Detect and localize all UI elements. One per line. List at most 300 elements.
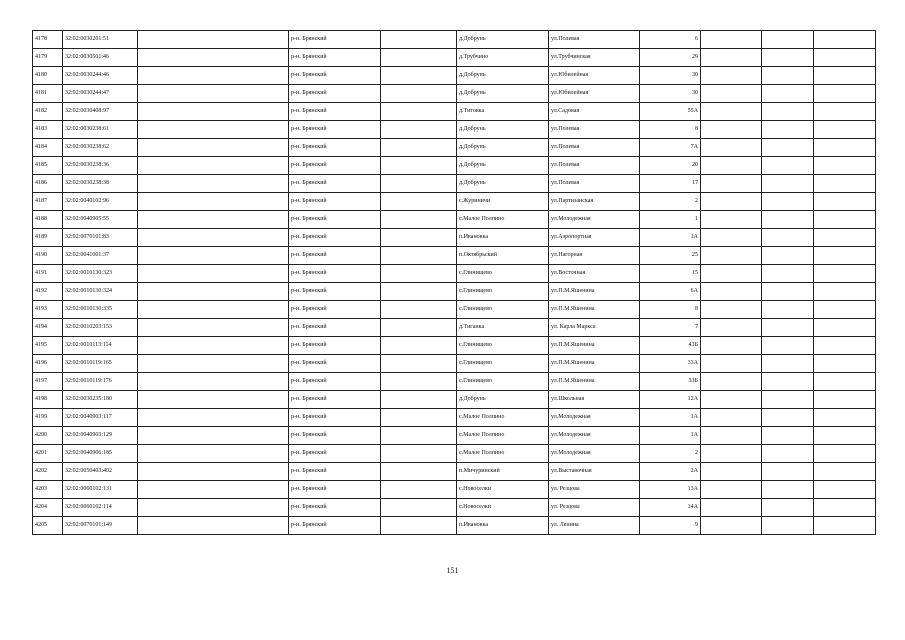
street-cell: ул.Молодежная (549, 409, 640, 427)
empty-cell (762, 121, 814, 139)
empty-cell (762, 409, 814, 427)
table-row (33, 193, 876, 211)
settlement-cell: д.Титовка (457, 103, 549, 121)
empty-cell (138, 463, 289, 481)
table-row (33, 373, 876, 391)
empty-cell (381, 427, 457, 445)
district-cell: р-н. Брянский (289, 517, 381, 535)
row-number-cell: 4182 (33, 103, 63, 121)
row-number-cell: 4200 (33, 427, 63, 445)
empty-cell (762, 265, 814, 283)
house-number-cell: 33А (640, 355, 701, 373)
table-row (33, 211, 876, 229)
cadastral-number-cell: 32:02:0040903:117 (63, 409, 138, 427)
row-number-cell: 4198 (33, 391, 63, 409)
table-body (33, 31, 876, 535)
settlement-cell: с.Малое Полпино (457, 211, 549, 229)
empty-cell (381, 499, 457, 517)
row-number-cell: 4185 (33, 157, 63, 175)
house-number-cell: 1А (640, 409, 701, 427)
table-row (33, 67, 876, 85)
empty-cell (138, 103, 289, 121)
empty-cell (138, 229, 289, 247)
street-cell: ул.Молодежная (549, 445, 640, 463)
cadastral-number-cell: 32:02:0040102:96 (63, 193, 138, 211)
empty-cell (138, 301, 289, 319)
house-number-cell: 20 (640, 157, 701, 175)
house-number-cell: 13А (640, 481, 701, 499)
empty-cell (814, 391, 876, 409)
settlement-cell: с.Малое Полпино (457, 427, 549, 445)
settlement-cell: д.Добрунь (457, 67, 549, 85)
empty-cell (762, 301, 814, 319)
district-cell: р-н. Брянский (289, 193, 381, 211)
empty-cell (381, 229, 457, 247)
row-number-cell: 4178 (33, 31, 63, 49)
empty-cell (701, 49, 762, 67)
empty-cell (762, 211, 814, 229)
settlement-cell: д.Добрунь (457, 85, 549, 103)
street-cell: ул.Молодежная (549, 427, 640, 445)
settlement-cell: д.Трубчино (457, 49, 549, 67)
house-number-cell: 55А (640, 103, 701, 121)
empty-cell (814, 445, 876, 463)
settlement-cell: с.Малое Полпино (457, 445, 549, 463)
settlement-cell: с.Глинищево (457, 265, 549, 283)
empty-cell (814, 157, 876, 175)
empty-cell (762, 247, 814, 265)
empty-cell (814, 337, 876, 355)
cadastral-number-cell: 32:02:0040906:185 (63, 445, 138, 463)
row-number-cell: 4187 (33, 193, 63, 211)
row-number-cell: 4199 (33, 409, 63, 427)
district-cell: р-н. Брянский (289, 229, 381, 247)
empty-cell (138, 265, 289, 283)
street-cell: ул.Молодежная (549, 211, 640, 229)
cadastral-number-cell: 32:02:0030408:97 (63, 103, 138, 121)
table-row (33, 49, 876, 67)
empty-cell (701, 85, 762, 103)
row-number-cell: 4204 (33, 499, 63, 517)
house-number-cell: 6А (640, 283, 701, 301)
empty-cell (138, 337, 289, 355)
street-cell: ул.Полевая (549, 139, 640, 157)
street-cell: ул.Школьная (549, 391, 640, 409)
row-number-cell: 4184 (33, 139, 63, 157)
street-cell: ул.Аэропортная (549, 229, 640, 247)
empty-cell (381, 247, 457, 265)
empty-cell (701, 517, 762, 535)
empty-cell (381, 139, 457, 157)
settlement-cell: с.Малое Полпино (457, 409, 549, 427)
cadastral-number-cell: 32:02:0030238:36 (63, 157, 138, 175)
cadastral-number-cell: 32:02:0010130:335 (63, 301, 138, 319)
table-row (33, 265, 876, 283)
empty-cell (701, 301, 762, 319)
empty-cell (814, 409, 876, 427)
cadastral-number-cell: 32:02:0070101:83 (63, 229, 138, 247)
empty-cell (381, 157, 457, 175)
empty-cell (381, 175, 457, 193)
district-cell: р-н. Брянский (289, 427, 381, 445)
empty-cell (814, 427, 876, 445)
street-cell: ул.Полевая (549, 121, 640, 139)
empty-cell (381, 265, 457, 283)
table-row (33, 301, 876, 319)
row-number-cell: 4194 (33, 319, 63, 337)
house-number-cell: 14А (640, 499, 701, 517)
settlement-cell: с.Журиничи (457, 193, 549, 211)
row-number-cell: 4202 (33, 463, 63, 481)
empty-cell (762, 229, 814, 247)
empty-cell (762, 31, 814, 49)
table-row (33, 481, 876, 499)
empty-cell (814, 517, 876, 535)
empty-cell (814, 373, 876, 391)
empty-cell (814, 319, 876, 337)
empty-cell (138, 283, 289, 301)
table-row (33, 31, 876, 49)
empty-cell (814, 211, 876, 229)
empty-cell (762, 103, 814, 121)
empty-cell (381, 481, 457, 499)
empty-cell (814, 301, 876, 319)
empty-cell (814, 103, 876, 121)
empty-cell (138, 175, 289, 193)
house-number-cell: 8 (640, 121, 701, 139)
settlement-cell: с.Глинищево (457, 337, 549, 355)
district-cell: р-н. Брянский (289, 157, 381, 175)
cadastral-number-cell: 32:02:0040905:55 (63, 211, 138, 229)
empty-cell (381, 67, 457, 85)
row-number-cell: 4179 (33, 49, 63, 67)
empty-cell (138, 373, 289, 391)
empty-cell (138, 211, 289, 229)
cadastral-number-cell: 32:02:0030201:51 (63, 31, 138, 49)
empty-cell (762, 355, 814, 373)
empty-cell (701, 229, 762, 247)
cadastral-number-cell: 32:02:0030238:38 (63, 175, 138, 193)
house-number-cell: 25 (640, 247, 701, 265)
empty-cell (381, 31, 457, 49)
settlement-cell: д.Добрунь (457, 121, 549, 139)
empty-cell (762, 445, 814, 463)
settlement-cell: с.Новоселки (457, 481, 549, 499)
street-cell: ул.П.М.Яшенина (549, 283, 640, 301)
empty-cell (762, 193, 814, 211)
house-number-cell: 2 (640, 193, 701, 211)
row-number-cell: 4191 (33, 265, 63, 283)
empty-cell (814, 265, 876, 283)
cadastral-number-cell: 32:02:0030238:62 (63, 139, 138, 157)
empty-cell (814, 175, 876, 193)
empty-cell (138, 49, 289, 67)
district-cell: р-н. Брянский (289, 409, 381, 427)
table-row (33, 445, 876, 463)
district-cell: р-н. Брянский (289, 337, 381, 355)
table-row (33, 517, 876, 535)
table-row (33, 391, 876, 409)
empty-cell (762, 373, 814, 391)
empty-cell (138, 355, 289, 373)
empty-cell (701, 121, 762, 139)
empty-cell (701, 31, 762, 49)
empty-cell (814, 499, 876, 517)
house-number-cell: 43Б (640, 337, 701, 355)
empty-cell (381, 391, 457, 409)
cadastral-number-cell: 32:02:0060102:131 (63, 481, 138, 499)
empty-cell (381, 355, 457, 373)
row-number-cell: 4201 (33, 445, 63, 463)
empty-cell (138, 247, 289, 265)
cadastral-number-cell: 32:02:0041001:37 (63, 247, 138, 265)
row-number-cell: 4188 (33, 211, 63, 229)
settlement-cell: п.Мичуринский (457, 463, 549, 481)
empty-cell (138, 31, 289, 49)
house-number-cell: 7А (640, 139, 701, 157)
district-cell: р-н. Брянский (289, 247, 381, 265)
empty-cell (701, 445, 762, 463)
settlement-cell: п.Ивановка (457, 517, 549, 535)
street-cell: ул.П.М.Яшенина (549, 355, 640, 373)
house-number-cell: 15 (640, 265, 701, 283)
settlement-cell: п.Ивановка (457, 229, 549, 247)
settlement-cell: п.Октябрьский (457, 247, 549, 265)
empty-cell (381, 193, 457, 211)
house-number-cell: 7 (640, 319, 701, 337)
street-cell: ул.Полевая (549, 175, 640, 193)
street-cell: ул.П.М.Яшенина (549, 373, 640, 391)
empty-cell (762, 463, 814, 481)
empty-cell (701, 211, 762, 229)
row-number-cell: 4205 (33, 517, 63, 535)
row-number-cell: 4181 (33, 85, 63, 103)
empty-cell (762, 517, 814, 535)
table-row (33, 121, 876, 139)
district-cell: р-н. Брянский (289, 265, 381, 283)
empty-cell (138, 121, 289, 139)
street-cell: ул.П.М.Яшенина (549, 337, 640, 355)
empty-cell (701, 481, 762, 499)
cadastral-number-cell: 32:02:0010130:324 (63, 283, 138, 301)
street-cell: ул.Партизанская (549, 193, 640, 211)
street-cell: ул.Нагорная (549, 247, 640, 265)
empty-cell (381, 301, 457, 319)
cadastral-number-cell: 32:02:0030244:46 (63, 67, 138, 85)
table-row (33, 85, 876, 103)
cadastral-number-cell: 32:02:0030238:61 (63, 121, 138, 139)
empty-cell (138, 391, 289, 409)
street-cell: ул.Юбилейная (549, 85, 640, 103)
empty-cell (138, 319, 289, 337)
table-row (33, 499, 876, 517)
cadastral-number-cell: 32:02:0010130:323 (63, 265, 138, 283)
empty-cell (138, 481, 289, 499)
row-number-cell: 4189 (33, 229, 63, 247)
row-number-cell: 4180 (33, 67, 63, 85)
table-row (33, 283, 876, 301)
row-number-cell: 4197 (33, 373, 63, 391)
cadastral-number-cell: 32:02:0050403:402 (63, 463, 138, 481)
table-row (33, 247, 876, 265)
empty-cell (138, 157, 289, 175)
settlement-cell: д.Добрунь (457, 31, 549, 49)
settlement-cell: с.Новоселки (457, 499, 549, 517)
house-number-cell: 33Б (640, 373, 701, 391)
district-cell: р-н. Брянский (289, 391, 381, 409)
house-number-cell: 8 (640, 301, 701, 319)
cadastral-number-cell: 32:02:0070101:149 (63, 517, 138, 535)
district-cell: р-н. Брянский (289, 283, 381, 301)
empty-cell (138, 139, 289, 157)
house-number-cell: 29 (640, 49, 701, 67)
street-cell: ул.Полевая (549, 157, 640, 175)
empty-cell (701, 427, 762, 445)
district-cell: р-н. Брянский (289, 301, 381, 319)
row-number-cell: 4195 (33, 337, 63, 355)
empty-cell (381, 283, 457, 301)
empty-cell (138, 193, 289, 211)
district-cell: р-н. Брянский (289, 175, 381, 193)
empty-cell (138, 67, 289, 85)
empty-cell (814, 355, 876, 373)
cadastral-number-cell: 32:02:0010203:153 (63, 319, 138, 337)
cadastral-number-cell: 32:02:0040903:129 (63, 427, 138, 445)
empty-cell (701, 139, 762, 157)
empty-cell (701, 175, 762, 193)
empty-cell (762, 175, 814, 193)
settlement-cell: с.Глинищево (457, 373, 549, 391)
house-number-cell: 30 (640, 67, 701, 85)
empty-cell (701, 319, 762, 337)
row-number-cell: 4193 (33, 301, 63, 319)
empty-cell (381, 337, 457, 355)
district-cell: р-н. Брянский (289, 121, 381, 139)
empty-cell (814, 121, 876, 139)
empty-cell (381, 49, 457, 67)
settlement-cell: с.Глинищево (457, 283, 549, 301)
empty-cell (701, 265, 762, 283)
cadastral-number-cell: 32:02:0010113:114 (63, 337, 138, 355)
empty-cell (814, 85, 876, 103)
district-cell: р-н. Брянский (289, 445, 381, 463)
empty-cell (701, 337, 762, 355)
street-cell: ул.Юбилейная (549, 67, 640, 85)
empty-cell (814, 283, 876, 301)
street-cell: ул. Карла Маркса (549, 319, 640, 337)
street-cell: ул. Резцова (549, 481, 640, 499)
empty-cell (814, 193, 876, 211)
empty-cell (701, 283, 762, 301)
district-cell: р-н. Брянский (289, 49, 381, 67)
street-cell: ул. Ленина (549, 517, 640, 535)
row-number-cell: 4183 (33, 121, 63, 139)
house-number-cell: 30 (640, 85, 701, 103)
empty-cell (762, 499, 814, 517)
table-row (33, 337, 876, 355)
empty-cell (701, 193, 762, 211)
empty-cell (762, 85, 814, 103)
empty-cell (381, 103, 457, 121)
table-row (33, 139, 876, 157)
house-number-cell: 2А (640, 463, 701, 481)
district-cell: р-н. Брянский (289, 211, 381, 229)
empty-cell (381, 517, 457, 535)
house-number-cell: 1 (640, 211, 701, 229)
empty-cell (814, 67, 876, 85)
settlement-cell: с.Глинищево (457, 301, 549, 319)
empty-cell (762, 49, 814, 67)
empty-cell (701, 373, 762, 391)
district-cell: р-н. Брянский (289, 85, 381, 103)
settlement-cell: д.Добрунь (457, 391, 549, 409)
empty-cell (762, 139, 814, 157)
empty-cell (814, 229, 876, 247)
street-cell: ул.Трубчинская (549, 49, 640, 67)
cadastral-number-cell: 32:02:0010119:165 (63, 355, 138, 373)
settlement-cell: д.Добрунь (457, 139, 549, 157)
empty-cell (381, 319, 457, 337)
empty-cell (814, 247, 876, 265)
empty-cell (762, 319, 814, 337)
district-cell: р-н. Брянский (289, 31, 381, 49)
empty-cell (762, 67, 814, 85)
house-number-cell: 2 (640, 445, 701, 463)
row-number-cell: 4203 (33, 481, 63, 499)
cadastral-number-cell: 32:02:0010119:176 (63, 373, 138, 391)
row-number-cell: 4190 (33, 247, 63, 265)
street-cell: ул.П.М.Яшенина (549, 301, 640, 319)
settlement-cell: д.Добрунь (457, 157, 549, 175)
empty-cell (814, 49, 876, 67)
house-number-cell: 12А (640, 391, 701, 409)
district-cell: р-н. Брянский (289, 481, 381, 499)
district-cell: р-н. Брянский (289, 139, 381, 157)
empty-cell (701, 499, 762, 517)
settlement-cell: с.Глинищево (457, 355, 549, 373)
table-row (33, 229, 876, 247)
empty-cell (762, 337, 814, 355)
empty-cell (381, 85, 457, 103)
empty-cell (381, 121, 457, 139)
empty-cell (762, 481, 814, 499)
street-cell: ул. Резцова (549, 499, 640, 517)
house-number-cell: 9 (640, 517, 701, 535)
empty-cell (138, 499, 289, 517)
empty-cell (701, 409, 762, 427)
empty-cell (138, 517, 289, 535)
table-row (33, 463, 876, 481)
empty-cell (381, 445, 457, 463)
table-row (33, 427, 876, 445)
empty-cell (701, 157, 762, 175)
district-cell: р-н. Брянский (289, 373, 381, 391)
empty-cell (701, 355, 762, 373)
district-cell: р-н. Брянский (289, 499, 381, 517)
cadastral-number-cell: 32:02:0030235:180 (63, 391, 138, 409)
empty-cell (138, 427, 289, 445)
empty-cell (762, 157, 814, 175)
empty-cell (381, 463, 457, 481)
empty-cell (701, 463, 762, 481)
empty-cell (701, 391, 762, 409)
house-number-cell: 1А (640, 427, 701, 445)
row-number-cell: 4192 (33, 283, 63, 301)
street-cell: ул.Полевая (549, 31, 640, 49)
row-number-cell: 4186 (33, 175, 63, 193)
house-number-cell: 17 (640, 175, 701, 193)
page-number: 151 (446, 566, 459, 575)
